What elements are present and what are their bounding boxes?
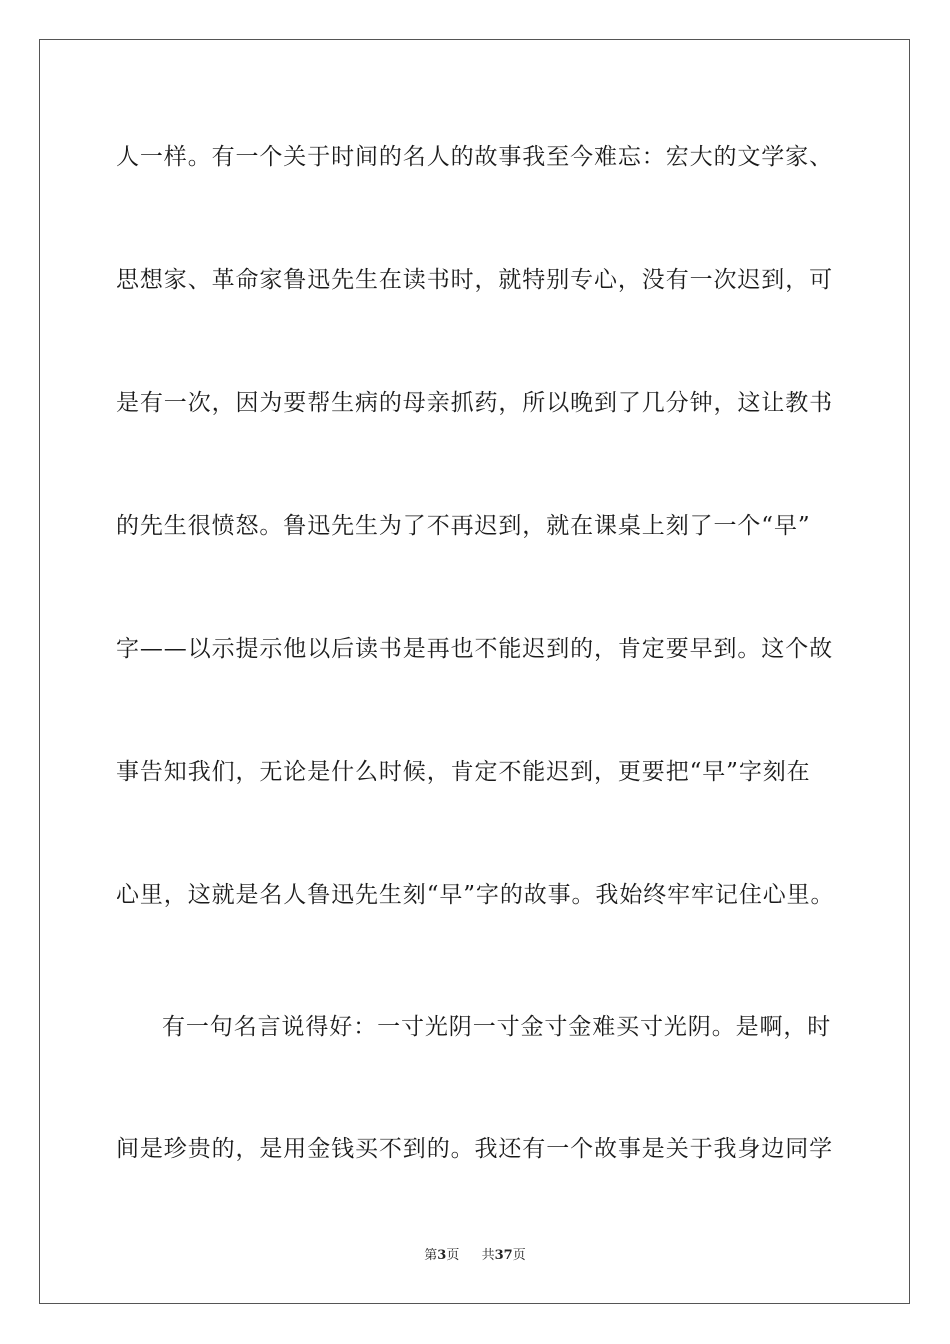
total-pages: 37 — [494, 1248, 513, 1263]
text-line: 心里，这就是名人鲁迅先生刻“早”字的故事。我始终牢牢记住心里。 — [116, 882, 835, 908]
text-line: 是有一次，因为要帮生病的母亲抓药，所以晚到了几分钟，这让教书 — [116, 390, 833, 416]
total-suffix: 页 — [512, 1248, 526, 1263]
page-prefix: 第 — [424, 1248, 438, 1263]
text-line: 思想家、革命家鲁迅先生在读书时，就特别专心，没有一次迟到，可 — [116, 267, 833, 293]
text-line: 事告知我们，无论是什么时候，肯定不能迟到，更要把“早”字刻在 — [116, 759, 811, 785]
paragraph-first-line: 有一句名言说得好：一寸光阴一寸金寸金难买寸光阴。是啊，时 — [162, 1014, 832, 1040]
page-footer — [0, 1247, 950, 1265]
total-prefix: 共 — [481, 1248, 495, 1263]
text-line: 字——以示提示他以后读书是再也不能迟到的，肯定要早到。这个故 — [116, 636, 833, 662]
page-suffix: 页 — [446, 1248, 460, 1263]
text-line: 人一样。有一个关于时间的名人的故事我至今难忘：宏大的文学家、 — [116, 144, 833, 170]
page-border — [39, 39, 910, 1304]
page-number: 3 — [437, 1248, 447, 1263]
text-line: 间是珍贵的，是用金钱买不到的。我还有一个故事是关于我身边同学 — [116, 1136, 833, 1162]
text-line: 的先生很愤怒。鲁迅先生为了不再迟到，就在课桌上刻了一个“早” — [116, 513, 811, 539]
